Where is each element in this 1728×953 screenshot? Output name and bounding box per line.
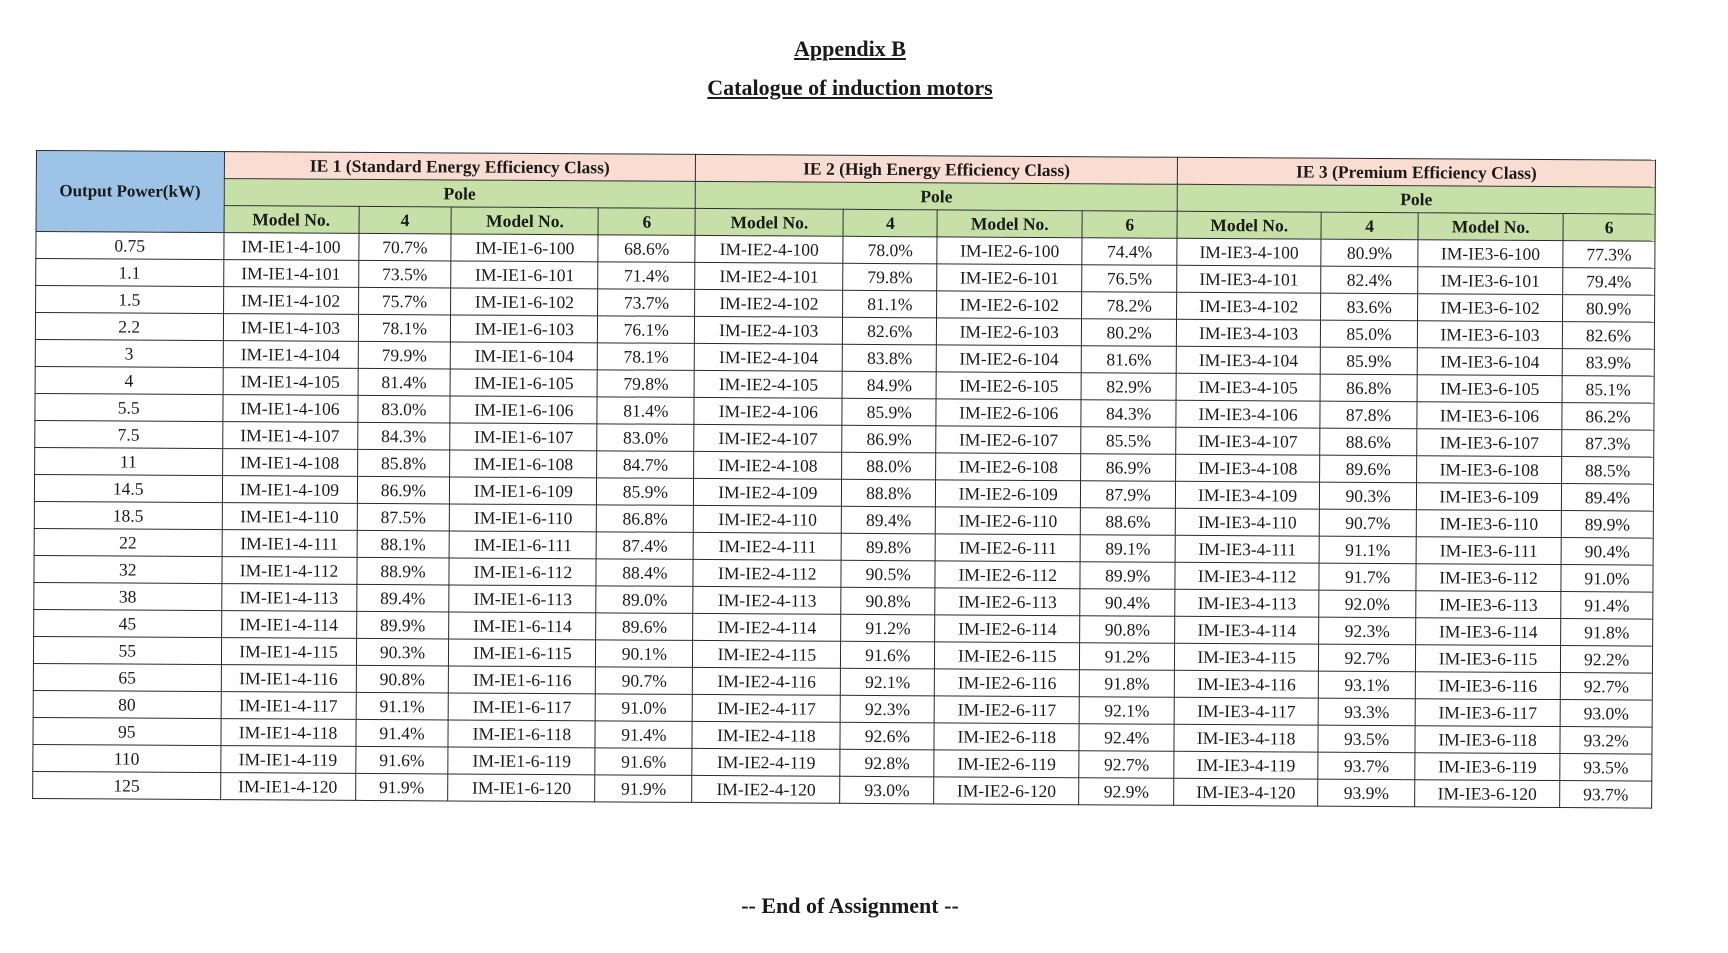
- output-power-cell: 11: [35, 447, 223, 475]
- ie2-model-6-cell: IM-IE2-6-105: [936, 372, 1081, 400]
- ie1-eff-6-cell: 91.0%: [596, 694, 693, 722]
- ie2-model-4-cell: IM-IE2-4-110: [693, 505, 841, 533]
- ie2-eff-4-cell: 89.4%: [842, 506, 936, 534]
- ie1-eff-4-cell: 86.9%: [357, 476, 450, 504]
- ie2-model-4-cell: IM-IE2-4-113: [693, 586, 841, 614]
- ie1-eff-4-cell: 73.5%: [358, 260, 451, 288]
- ie1-eff-4-cell: 87.5%: [357, 503, 450, 531]
- ie3-model-6-cell: IM-IE3-6-105: [1417, 375, 1562, 403]
- page-subtitle: Catalogue of induction motors: [707, 75, 993, 100]
- ie3-eff-4-cell: 90.3%: [1320, 482, 1417, 510]
- ie1-eff-4-cell: 90.8%: [356, 665, 449, 693]
- ie1-model-4-cell: IM-IE1-4-119: [220, 746, 355, 774]
- ie3-pole-header: Pole: [1177, 184, 1655, 214]
- ie3-model-6-cell: IM-IE3-6-100: [1418, 240, 1563, 268]
- ie2-model-4-cell: IM-IE2-4-105: [694, 370, 842, 398]
- ie1-eff-4-cell: 81.4%: [358, 368, 451, 396]
- ie2-model-6-cell: IM-IE2-6-109: [936, 480, 1081, 508]
- ie2-model-4-cell: IM-IE2-4-119: [692, 748, 840, 776]
- ie1-eff-6-cell: 89.0%: [596, 586, 693, 614]
- ie1-eff-6-cell: 78.1%: [598, 343, 695, 371]
- output-power-header: Output Power(kW): [36, 151, 224, 233]
- ie2-eff-4-cell: 91.6%: [841, 641, 935, 669]
- ie1-eff-4-cell: 88.9%: [357, 557, 450, 585]
- ie3-eff-4-cell: 82.4%: [1321, 266, 1418, 294]
- ie2-eff-6-cell: 84.3%: [1081, 400, 1176, 428]
- ie1-model-4-cell: IM-IE1-4-107: [222, 422, 357, 450]
- ie3-model-6-cell: IM-IE3-6-107: [1417, 429, 1562, 457]
- ie2-eff-6-cell: 92.4%: [1079, 724, 1174, 752]
- ie3-eff-4-cell: 89.6%: [1320, 455, 1417, 483]
- ie3-model-6-cell: IM-IE3-6-111: [1416, 537, 1561, 565]
- ie3-model-4-cell: IM-IE3-4-104: [1176, 346, 1320, 374]
- ie2-model-6-cell: IM-IE2-6-100: [937, 237, 1082, 265]
- ie3-model-4-cell: IM-IE3-4-112: [1175, 562, 1319, 590]
- ie3-eff-4-cell: 92.7%: [1319, 644, 1416, 672]
- ie3-model-4-cell: IM-IE3-4-105: [1176, 373, 1320, 401]
- ie3-model-4-cell: IM-IE3-4-114: [1175, 616, 1319, 644]
- ie2-model-6-cell: IM-IE2-6-120: [934, 777, 1079, 805]
- ie3-model-6-cell: IM-IE3-6-110: [1416, 510, 1561, 538]
- ie1-model-4-cell: IM-IE1-4-118: [220, 719, 355, 747]
- ie1-model-6-cell: IM-IE1-6-112: [449, 558, 596, 586]
- ie2-model-4-cell: IM-IE2-4-111: [693, 532, 841, 560]
- output-power-cell: 55: [33, 636, 221, 664]
- output-power-cell: 14.5: [34, 474, 222, 502]
- output-power-cell: 32: [34, 555, 222, 583]
- ie1-eff-4-cell: 89.9%: [356, 611, 449, 639]
- ie2-eff-6-cell: 85.5%: [1081, 427, 1176, 455]
- ie2-model-6-cell: IM-IE2-6-104: [936, 345, 1081, 373]
- ie1-pole-header: Pole: [224, 179, 696, 209]
- ie3-model-6-cell: IM-IE3-6-114: [1416, 618, 1561, 646]
- ie3-eff-6-cell: 91.8%: [1561, 619, 1653, 647]
- ie3-model-4-cell: IM-IE3-4-101: [1177, 265, 1321, 293]
- ie3-eff-4-cell: 80.9%: [1321, 239, 1418, 267]
- ie1-model-6-cell: IM-IE1-6-120: [448, 774, 595, 802]
- ie2-model-4-header: Model No.: [695, 208, 843, 236]
- ie3-model-4-cell: IM-IE3-4-115: [1175, 643, 1319, 671]
- ie1-eff-6-cell: 71.4%: [598, 262, 695, 290]
- ie3-eff-6-cell: 92.7%: [1560, 673, 1652, 701]
- output-power-cell: 65: [33, 663, 221, 691]
- ie3-eff-6-cell: 79.4%: [1563, 268, 1655, 296]
- ie2-eff-4-cell: 81.1%: [843, 290, 937, 318]
- ie3-pole-6-header: 6: [1563, 214, 1655, 242]
- ie3-model-4-cell: IM-IE3-4-119: [1174, 751, 1318, 779]
- ie2-model-4-cell: IM-IE2-4-120: [692, 775, 840, 803]
- ie2-eff-6-cell: 78.2%: [1082, 292, 1177, 320]
- ie3-eff-4-cell: 86.8%: [1320, 374, 1417, 402]
- ie2-eff-4-cell: 92.1%: [841, 668, 935, 696]
- ie3-model-4-header: Model No.: [1177, 211, 1321, 239]
- ie1-model-4-cell: IM-IE1-4-113: [221, 584, 356, 612]
- ie2-eff-4-cell: 83.8%: [843, 344, 937, 372]
- ie2-model-6-cell: IM-IE2-6-112: [935, 561, 1080, 589]
- ie1-eff-6-cell: 81.4%: [597, 397, 694, 425]
- ie3-model-4-cell: IM-IE3-4-120: [1174, 778, 1318, 806]
- ie1-group-header: IE 1 (Standard Energy Efficiency Class): [224, 152, 696, 182]
- ie1-eff-6-cell: 91.6%: [595, 748, 692, 776]
- ie1-model-6-cell: IM-IE1-6-115: [449, 639, 596, 667]
- ie1-eff-4-cell: 89.4%: [356, 584, 449, 612]
- ie1-model-6-cell: IM-IE1-6-104: [451, 342, 598, 370]
- ie3-eff-6-cell: 92.2%: [1561, 646, 1653, 674]
- ie2-model-6-cell: IM-IE2-6-114: [935, 615, 1080, 643]
- ie2-model-4-cell: IM-IE2-4-112: [693, 559, 841, 587]
- ie2-eff-6-cell: 90.4%: [1080, 589, 1175, 617]
- ie3-eff-6-cell: 93.5%: [1560, 754, 1652, 782]
- ie1-model-4-cell: IM-IE1-4-116: [221, 665, 356, 693]
- ie3-model-4-cell: IM-IE3-4-103: [1176, 319, 1320, 347]
- ie2-model-6-cell: IM-IE2-6-113: [935, 588, 1080, 616]
- ie3-model-6-cell: IM-IE3-6-109: [1416, 483, 1561, 511]
- ie3-model-4-cell: IM-IE3-4-110: [1175, 508, 1319, 536]
- ie1-eff-6-cell: 76.1%: [598, 316, 695, 344]
- ie1-model-6-cell: IM-IE1-6-114: [449, 612, 596, 640]
- ie3-eff-6-cell: 93.7%: [1560, 781, 1652, 809]
- ie3-eff-4-cell: 93.7%: [1318, 752, 1415, 780]
- ie1-eff-6-cell: 91.4%: [595, 721, 692, 749]
- ie1-eff-6-cell: 68.6%: [598, 235, 695, 263]
- ie2-eff-4-cell: 86.9%: [842, 425, 936, 453]
- ie2-eff-6-cell: 80.2%: [1082, 319, 1177, 347]
- ie1-model-4-cell: IM-IE1-4-117: [221, 692, 356, 720]
- ie2-eff-6-cell: 88.6%: [1081, 508, 1176, 536]
- ie3-model-4-cell: IM-IE3-4-100: [1177, 238, 1321, 266]
- output-power-cell: 2.2: [35, 313, 223, 341]
- output-power-cell: 1.1: [36, 259, 224, 287]
- ie3-model-6-cell: IM-IE3-6-115: [1415, 645, 1560, 673]
- ie3-eff-6-cell: 86.2%: [1562, 403, 1654, 431]
- ie1-model-4-cell: IM-IE1-4-115: [221, 638, 356, 666]
- ie3-eff-6-cell: 80.9%: [1563, 295, 1655, 323]
- ie1-model-6-cell: IM-IE1-6-109: [450, 477, 597, 505]
- ie2-model-6-cell: IM-IE2-6-107: [936, 426, 1081, 454]
- ie2-eff-4-cell: 88.8%: [842, 479, 936, 507]
- ie3-model-6-header: Model No.: [1418, 213, 1563, 241]
- end-of-assignment: -- End of Assignment --: [741, 893, 959, 918]
- ie3-eff-4-cell: 83.6%: [1321, 293, 1418, 321]
- ie1-model-6-cell: IM-IE1-6-103: [451, 315, 598, 343]
- ie1-pole-6-header: 6: [598, 208, 695, 236]
- ie3-eff-4-cell: 91.1%: [1319, 536, 1416, 564]
- ie3-eff-4-cell: 92.0%: [1319, 590, 1416, 618]
- ie2-model-4-cell: IM-IE2-4-102: [695, 289, 843, 317]
- ie1-model-6-cell: IM-IE1-6-105: [450, 369, 597, 397]
- ie3-eff-4-cell: 87.8%: [1320, 401, 1417, 429]
- ie3-model-6-cell: IM-IE3-6-101: [1418, 267, 1563, 295]
- output-power-cell: 7.5: [35, 420, 223, 448]
- ie1-eff-6-cell: 79.8%: [598, 370, 695, 398]
- ie1-eff-4-cell: 84.3%: [357, 422, 450, 450]
- ie1-eff-6-cell: 83.0%: [597, 424, 694, 452]
- ie1-eff-4-cell: 91.4%: [356, 719, 449, 747]
- ie2-model-6-cell: IM-IE2-6-118: [934, 723, 1079, 751]
- ie3-group-header: IE 3 (Premium Efficiency Class): [1177, 157, 1655, 187]
- ie1-model-4-cell: IM-IE1-4-106: [222, 395, 357, 423]
- ie2-model-6-cell: IM-IE2-6-119: [934, 750, 1079, 778]
- output-power-cell: 45: [34, 609, 222, 637]
- ie2-model-4-cell: IM-IE2-4-106: [694, 397, 842, 425]
- ie2-model-6-cell: IM-IE2-6-101: [937, 264, 1082, 292]
- table-body: [33, 232, 1655, 809]
- ie3-model-6-cell: IM-IE3-6-113: [1416, 591, 1561, 619]
- ie1-model-4-cell: IM-IE1-4-102: [223, 287, 358, 315]
- ie1-model-4-cell: IM-IE1-4-105: [223, 368, 358, 396]
- ie2-eff-6-cell: 76.5%: [1082, 265, 1177, 293]
- output-power-cell: 18.5: [34, 501, 222, 529]
- ie2-pole-4-header: 4: [843, 209, 937, 237]
- ie2-model-4-cell: IM-IE2-4-115: [693, 640, 841, 668]
- ie1-model-4-cell: IM-IE1-4-104: [223, 341, 358, 369]
- ie2-eff-6-cell: 86.9%: [1081, 454, 1176, 482]
- ie3-model-4-cell: IM-IE3-4-107: [1176, 427, 1320, 455]
- output-power-cell: 0.75: [36, 232, 224, 260]
- ie3-model-4-cell: IM-IE3-4-113: [1175, 589, 1319, 617]
- ie1-eff-6-cell: 85.9%: [597, 478, 694, 506]
- ie1-model-4-cell: IM-IE1-4-103: [223, 314, 358, 342]
- ie3-model-6-cell: IM-IE3-6-118: [1415, 726, 1560, 754]
- ie1-eff-6-cell: 89.6%: [596, 613, 693, 641]
- output-power-cell: 5.5: [35, 393, 223, 421]
- ie1-model-6-cell: IM-IE1-6-110: [450, 504, 597, 532]
- ie2-eff-4-cell: 92.6%: [840, 722, 934, 750]
- ie2-eff-4-cell: 90.8%: [841, 587, 935, 615]
- ie2-eff-4-cell: 93.0%: [840, 776, 934, 804]
- ie3-eff-4-cell: 93.9%: [1318, 779, 1415, 807]
- ie2-eff-6-cell: 89.1%: [1080, 535, 1175, 563]
- ie1-model-6-cell: IM-IE1-6-108: [450, 450, 597, 478]
- ie1-eff-4-cell: 91.1%: [356, 692, 449, 720]
- ie1-eff-6-cell: 86.8%: [597, 505, 694, 533]
- ie2-model-4-cell: IM-IE2-4-109: [694, 478, 842, 506]
- output-power-cell: 80: [33, 690, 221, 718]
- ie1-eff-4-cell: 79.9%: [358, 341, 451, 369]
- ie1-model-6-cell: IM-IE1-6-118: [448, 720, 595, 748]
- ie1-eff-4-cell: 70.7%: [358, 233, 451, 261]
- ie2-eff-4-cell: 84.9%: [842, 371, 936, 399]
- ie3-model-4-cell: IM-IE3-4-106: [1176, 400, 1320, 428]
- ie2-model-4-cell: IM-IE2-4-114: [693, 613, 841, 641]
- ie2-model-4-cell: IM-IE2-4-108: [694, 451, 842, 479]
- ie3-eff-4-cell: 93.1%: [1319, 671, 1416, 699]
- ie3-eff-6-cell: 89.9%: [1561, 511, 1653, 539]
- ie2-eff-6-cell: 87.9%: [1081, 481, 1176, 509]
- ie1-model-6-cell: IM-IE1-6-113: [449, 585, 596, 613]
- ie1-model-4-cell: IM-IE1-4-100: [223, 233, 358, 261]
- ie2-eff-4-cell: 78.0%: [843, 236, 937, 264]
- ie1-eff-6-cell: 90.7%: [596, 667, 693, 695]
- ie3-eff-4-cell: 91.7%: [1319, 563, 1416, 591]
- ie2-model-6-cell: IM-IE2-6-102: [937, 291, 1082, 319]
- ie2-model-6-header: Model No.: [937, 210, 1082, 238]
- ie2-model-6-cell: IM-IE2-6-111: [935, 534, 1080, 562]
- ie2-model-6-cell: IM-IE2-6-116: [934, 669, 1079, 697]
- output-power-cell: 22: [34, 528, 222, 556]
- ie2-model-4-cell: IM-IE2-4-118: [692, 721, 840, 749]
- ie2-eff-6-cell: 74.4%: [1082, 238, 1177, 266]
- ie2-model-6-cell: IM-IE2-6-115: [935, 642, 1080, 670]
- ie3-eff-4-cell: 92.3%: [1319, 617, 1416, 645]
- ie2-model-6-cell: IM-IE2-6-103: [937, 318, 1082, 346]
- ie1-model-4-header: Model No.: [224, 206, 359, 234]
- ie2-eff-4-cell: 79.8%: [843, 263, 937, 291]
- ie2-model-4-cell: IM-IE2-4-117: [692, 694, 840, 722]
- ie2-model-4-cell: IM-IE2-4-104: [694, 343, 842, 371]
- ie1-model-4-cell: IM-IE1-4-108: [222, 449, 357, 477]
- ie3-eff-4-cell: 90.7%: [1319, 509, 1416, 537]
- ie1-eff-4-cell: 78.1%: [358, 314, 451, 342]
- ie1-eff-6-cell: 84.7%: [597, 451, 694, 479]
- ie3-eff-6-cell: 88.5%: [1562, 457, 1654, 485]
- ie3-pole-4-header: 4: [1321, 212, 1418, 240]
- ie2-group-header: IE 2 (High Energy Efficiency Class): [696, 154, 1178, 184]
- ie1-model-6-cell: IM-IE1-6-119: [448, 747, 595, 775]
- ie3-model-6-cell: IM-IE3-6-120: [1415, 780, 1560, 808]
- ie2-model-4-cell: IM-IE2-4-101: [695, 262, 843, 290]
- motor-catalogue-table: [32, 150, 1656, 809]
- ie3-eff-4-cell: 88.6%: [1320, 428, 1417, 456]
- ie2-model-6-cell: IM-IE2-6-110: [935, 507, 1080, 535]
- ie1-model-6-cell: IM-IE1-6-106: [450, 396, 597, 424]
- ie1-eff-4-cell: 91.6%: [355, 746, 448, 774]
- ie3-model-6-cell: IM-IE3-6-102: [1418, 294, 1563, 322]
- output-power-cell: 1.5: [36, 286, 224, 314]
- ie3-model-6-cell: IM-IE3-6-112: [1416, 564, 1561, 592]
- ie1-model-4-cell: IM-IE1-4-120: [220, 773, 355, 801]
- ie3-model-4-cell: IM-IE3-4-102: [1177, 292, 1321, 320]
- ie2-eff-6-cell: 90.8%: [1080, 616, 1175, 644]
- ie2-eff-4-cell: 92.3%: [841, 695, 935, 723]
- ie2-model-4-cell: IM-IE2-4-103: [695, 316, 843, 344]
- ie1-eff-4-cell: 91.9%: [355, 773, 448, 801]
- ie1-model-4-cell: IM-IE1-4-114: [221, 611, 356, 639]
- ie1-model-4-cell: IM-IE1-4-111: [222, 530, 357, 558]
- ie3-eff-4-cell: 93.5%: [1318, 725, 1415, 753]
- ie2-pole-6-header: 6: [1082, 211, 1177, 239]
- ie3-eff-6-cell: 91.0%: [1561, 565, 1653, 593]
- ie1-pole-4-header: 4: [359, 206, 452, 234]
- ie3-eff-6-cell: 91.4%: [1561, 592, 1653, 620]
- ie2-model-4-cell: IM-IE2-4-116: [693, 667, 841, 695]
- ie3-eff-6-cell: 82.6%: [1563, 322, 1655, 350]
- ie3-eff-4-cell: 85.0%: [1321, 320, 1418, 348]
- ie3-eff-6-cell: 89.4%: [1562, 484, 1654, 512]
- ie3-model-6-cell: IM-IE3-6-104: [1417, 348, 1562, 376]
- output-power-cell: 4: [35, 366, 223, 394]
- ie3-eff-6-cell: 93.0%: [1560, 700, 1652, 728]
- ie1-model-4-cell: IM-IE1-4-112: [221, 557, 356, 585]
- ie2-model-4-cell: IM-IE2-4-107: [694, 424, 842, 452]
- ie1-eff-6-cell: 91.9%: [595, 775, 692, 803]
- ie1-model-6-cell: IM-IE1-6-107: [450, 423, 597, 451]
- ie2-model-6-cell: IM-IE2-6-117: [934, 696, 1079, 724]
- output-power-cell: 125: [33, 771, 221, 799]
- ie1-eff-4-cell: 85.8%: [357, 449, 450, 477]
- ie3-model-6-cell: IM-IE3-6-106: [1417, 402, 1562, 430]
- ie2-eff-4-cell: 89.8%: [842, 533, 936, 561]
- ie2-eff-6-cell: 92.7%: [1079, 751, 1174, 779]
- ie3-eff-6-cell: 87.3%: [1562, 430, 1654, 458]
- ie3-model-6-cell: IM-IE3-6-108: [1417, 456, 1562, 484]
- ie2-eff-4-cell: 85.9%: [842, 398, 936, 426]
- ie2-eff-4-cell: 88.0%: [842, 452, 936, 480]
- ie3-model-4-cell: IM-IE3-4-108: [1176, 454, 1320, 482]
- ie2-eff-6-cell: 81.6%: [1082, 346, 1177, 374]
- ie3-eff-4-cell: 93.3%: [1318, 698, 1415, 726]
- ie3-model-6-cell: IM-IE3-6-119: [1415, 753, 1560, 781]
- page-title: Appendix B: [794, 36, 906, 61]
- ie2-model-6-cell: IM-IE2-6-106: [936, 399, 1081, 427]
- ie1-eff-6-cell: 73.7%: [598, 289, 695, 317]
- catalogue-table-wrapper: [32, 150, 1656, 809]
- ie3-eff-6-cell: 83.9%: [1562, 349, 1654, 377]
- ie3-eff-4-cell: 85.9%: [1320, 347, 1417, 375]
- ie2-pole-header: Pole: [695, 181, 1177, 211]
- ie2-eff-4-cell: 82.6%: [843, 317, 937, 345]
- ie1-model-6-cell: IM-IE1-6-100: [451, 234, 598, 262]
- ie1-model-4-cell: IM-IE1-4-109: [222, 476, 357, 504]
- ie1-model-6-cell: IM-IE1-6-111: [449, 531, 596, 559]
- ie3-model-6-cell: IM-IE3-6-103: [1417, 321, 1562, 349]
- ie3-model-6-cell: IM-IE3-6-117: [1415, 699, 1560, 727]
- ie3-eff-6-cell: 85.1%: [1562, 376, 1654, 404]
- ie3-model-4-cell: IM-IE3-4-111: [1175, 535, 1319, 563]
- ie1-eff-4-cell: 75.7%: [358, 287, 451, 315]
- output-power-cell: 95: [33, 717, 221, 745]
- ie2-eff-4-cell: 90.5%: [841, 560, 935, 588]
- ie2-eff-4-cell: 92.8%: [840, 749, 934, 777]
- ie2-eff-6-cell: 89.9%: [1080, 562, 1175, 590]
- output-power-cell: 3: [35, 339, 223, 367]
- ie2-eff-6-cell: 91.8%: [1080, 670, 1175, 698]
- ie1-model-6-cell: IM-IE1-6-116: [449, 666, 596, 694]
- ie1-model-6-header: Model No.: [451, 207, 598, 235]
- ie1-model-6-cell: IM-IE1-6-102: [451, 288, 598, 316]
- ie3-eff-6-cell: 90.4%: [1561, 538, 1653, 566]
- ie1-eff-6-cell: 87.4%: [597, 532, 694, 560]
- ie3-eff-6-cell: 77.3%: [1563, 241, 1655, 269]
- ie1-eff-4-cell: 88.1%: [357, 530, 450, 558]
- ie1-model-6-cell: IM-IE1-6-101: [451, 261, 598, 289]
- ie3-model-6-cell: IM-IE3-6-116: [1415, 672, 1560, 700]
- ie1-eff-6-cell: 88.4%: [596, 559, 693, 587]
- ie2-model-6-cell: IM-IE2-6-108: [936, 453, 1081, 481]
- ie1-model-4-cell: IM-IE1-4-110: [222, 503, 357, 531]
- ie1-eff-4-cell: 83.0%: [357, 395, 450, 423]
- ie1-eff-6-cell: 90.1%: [596, 640, 693, 668]
- ie2-eff-6-cell: 92.9%: [1079, 778, 1174, 806]
- ie3-model-4-cell: IM-IE3-4-117: [1174, 697, 1318, 725]
- ie3-model-4-cell: IM-IE3-4-109: [1175, 481, 1319, 509]
- ie3-eff-6-cell: 93.2%: [1560, 727, 1652, 755]
- ie2-eff-6-cell: 82.9%: [1081, 373, 1176, 401]
- ie2-eff-6-cell: 92.1%: [1079, 697, 1174, 725]
- ie2-model-4-cell: IM-IE2-4-100: [695, 235, 843, 263]
- output-power-cell: 110: [33, 744, 221, 772]
- ie1-eff-4-cell: 90.3%: [356, 638, 449, 666]
- ie3-model-4-cell: IM-IE3-4-116: [1174, 670, 1318, 698]
- output-power-cell: 38: [34, 582, 222, 610]
- ie1-model-4-cell: IM-IE1-4-101: [223, 260, 358, 288]
- ie3-model-4-cell: IM-IE3-4-118: [1174, 724, 1318, 752]
- ie2-eff-6-cell: 91.2%: [1080, 643, 1175, 671]
- ie2-eff-4-cell: 91.2%: [841, 614, 935, 642]
- ie1-model-6-cell: IM-IE1-6-117: [448, 693, 595, 721]
